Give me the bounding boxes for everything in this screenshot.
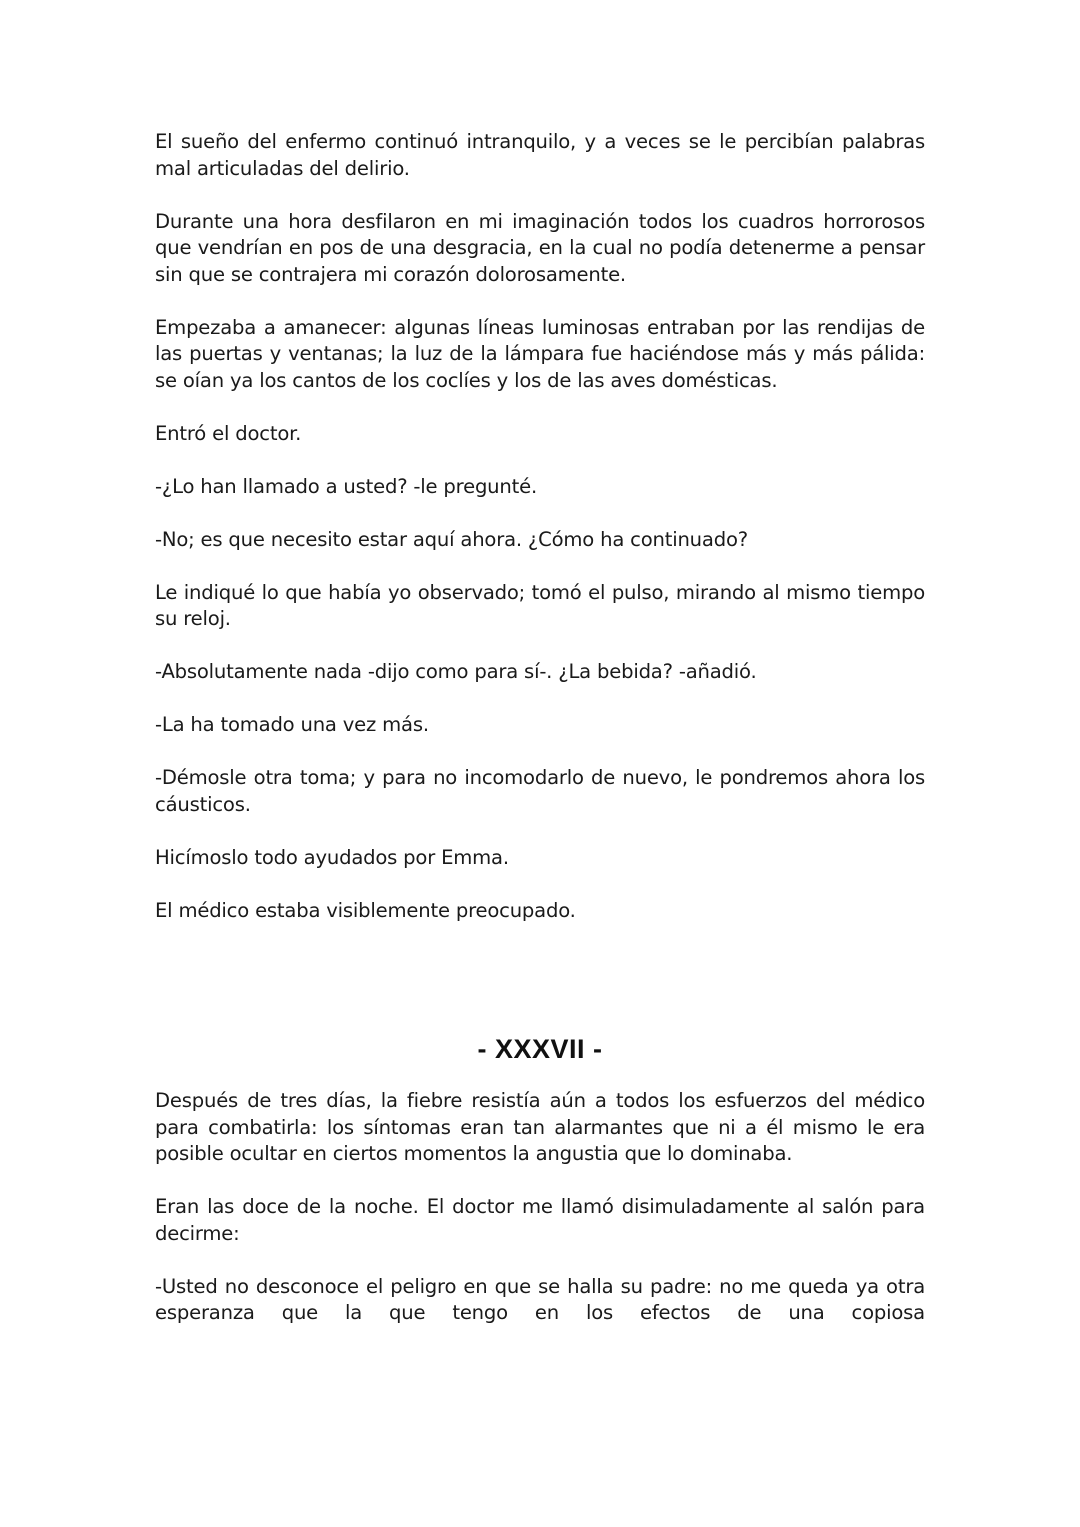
dialogue-line: -La ha tomado una vez más. — [155, 713, 429, 736]
paragraph: Entró el doctor. — [155, 421, 302, 445]
dialogue-line: -No; es que necesito estar aquí ahora. ¿Cómo ha continuado? — [155, 527, 748, 551]
document-page — [155, 129, 925, 1327]
paragraph: Eran las doce de la noche. El doctor me llamó disimuladamente al salón para decirme: — [155, 1195, 925, 1245]
paragraph: Después de tres días, la fiebre resistía aún a todos los esfuerzos del médico para combatirla: los síntomas eran tan alarmantes que ni a él mismo le era posible ocultar en ciertos momentos la angustia que lo dominaba. — [155, 1089, 925, 1165]
paragraph: El médico estaba visiblemente preocupado. — [155, 898, 576, 922]
paragraph: El sueño del enfermo continuó intranquilo, y a veces se le percibían palabras mal articuladas del delirio. — [155, 130, 925, 180]
paragraph: Le indiqué lo que había yo observado; tomó el pulso, mirando al mismo tiempo su reloj. — [155, 580, 925, 630]
dialogue-line: -Démosle otra toma; y para no incomodarlo de nuevo, le pondremos ahora los cáusticos. — [155, 766, 925, 816]
chapter-spacer — [155, 924, 925, 1034]
previous-chapter-section — [155, 129, 925, 924]
dialogue-line: -Absolutamente nada -dijo como para sí-. ¿La bebida? -añadió. — [155, 660, 757, 683]
dialogue-line: -Usted no desconoce el peligro en que se halla su padre: no me queda ya otra esperanza que la que tengo en los efectos de una copiosa — [155, 1274, 925, 1324]
paragraph: Empezaba a amanecer: algunas líneas luminosas entraban por las rendijas de las puertas y ventanas; la luz de la lámpara fue haciéndose más y más pálida: se oían ya los cantos de los coclíes y los de las aves domésticas. — [155, 315, 925, 392]
paragraph: Hicímoslo todo ayudados por Emma. — [155, 845, 509, 869]
paragraph: Durante una hora desfilaron en mi imaginación todos los cuadros horrorosos que vendrían en pos de una desgracia, en la cual no podía detenerme a pensar sin que se contrajera mi corazón dolorosamente. — [155, 209, 925, 286]
chapter-section — [155, 1034, 925, 1327]
chapter-title: - XXXVII - — [477, 1034, 603, 1064]
dialogue-line: -¿Lo han llamado a usted? -le pregunté. — [155, 474, 537, 498]
